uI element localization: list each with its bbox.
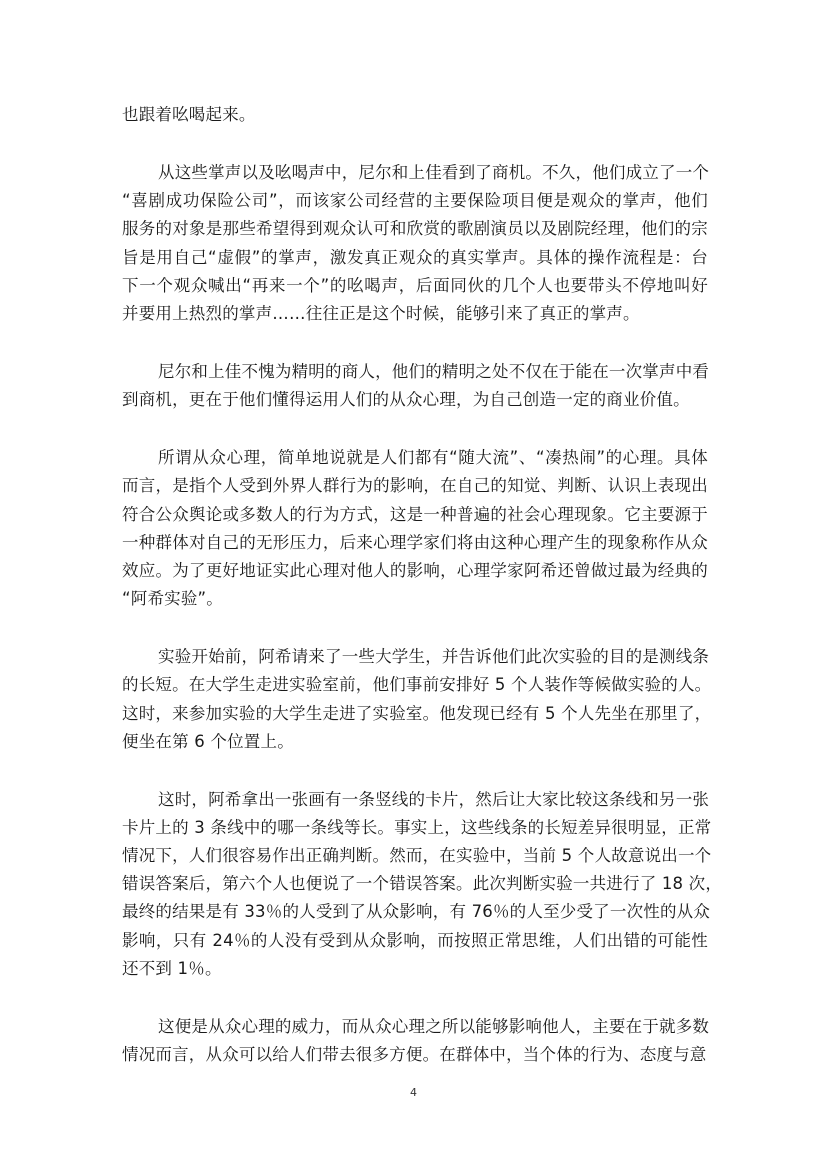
paragraph-line: 的长短。在大学生走进实验室前，他们事前安排好 5 个人装作等候做实验的人。	[122, 675, 712, 695]
paragraph-line: 并要用上热烈的掌声……往往正是这个时候，能够引来了真正的掌声。	[122, 303, 640, 323]
paragraph-line: 下一个观众喊出“再来一个”的吆喝声，后面同伙的几个人也要带头不停地叫好	[122, 275, 708, 295]
paragraph-line: 所谓从众心理，简单地说就是人们都有“随大流”、“凑热闹”的心理。具体	[158, 448, 708, 468]
paragraph-line: 情况下，人们很容易作出正确判断。然而，在实验中，当前 5 个人故意说出一个	[122, 846, 712, 866]
paragraph-line: 最终的结果是有 33％的人受到了从众影响，有 76％的人至少受了一次性的从众	[122, 902, 711, 922]
paragraph-line: 还不到 1％。	[122, 958, 222, 978]
paragraph-line: 旨是用自己“虚假”的掌声，激发真正观众的真实掌声。具体的操作流程是：台	[122, 247, 708, 267]
paragraph-line: 这便是从众心理的威力，而从众心理之所以能够影响他人，主要在于就多数	[158, 1016, 710, 1036]
paragraph-line: 这时，阿希拿出一张画有一条竖线的卡片，然后让大家比较这条线和另一张	[158, 789, 710, 809]
paragraph-line: 服务的对象是那些希望得到观众认可和欣赏的歌剧演员以及剧院经理，他们的宗	[122, 219, 708, 239]
page-number: 4	[410, 1086, 417, 1099]
paragraph-line: 也跟着吆喝起来。	[122, 105, 256, 124]
paragraph-line: 实验开始前，阿希请来了一些大学生，并告诉他们此次实验的目的是测线条	[158, 647, 710, 667]
paragraph-line: 而言，是指个人受到外界人群行为的影响，在自己的知觉、判断、认识上表现出	[122, 476, 708, 496]
paragraph-line: 情况而言，从众可以给人们带去很多方便。在群体中，当个体的行为、态度与意	[122, 1045, 707, 1064]
paragraph-line: 从这些掌声以及吆喝声中，尼尔和上佳看到了商机。不久，他们成立了一个	[158, 163, 710, 183]
paragraph-line: 卡片上的 3 条线中的哪一条线等长。事实上，这些线条的长短差异很明显，正常	[122, 817, 712, 837]
paragraph-line: 一种群体对自己的无形压力，后来心理学家们将由这种心理产生的现象称作从众	[122, 532, 708, 552]
paragraph-line: 错误答案后，第六个人也便说了一个错误答案。此次判断实验一共进行了 18 次，	[122, 874, 723, 894]
paragraph-line: 尼尔和上佳不愧为精明的商人，他们的精明之处不仅在于能在一次掌声中看	[158, 362, 710, 381]
paragraph-line: 影响，只有 24％的人没有受到从众影响，而按照正常思维，人们出错的可能性	[122, 930, 708, 950]
paragraph-line: 效应。为了更好地证实此心理对他人的影响，心理学家阿希还曾做过最为经典的	[122, 560, 708, 580]
paragraph-line: “阿希实验”。	[122, 589, 223, 609]
paragraph-line: 到商机，更在于他们懂得运用人们的从众心理，为自己创造一定的商业价值。	[122, 390, 690, 410]
paragraph-line: 这时，来参加实验的大学生走进了实验室。他发现已经有 5 个人先坐在那里了，	[122, 703, 712, 723]
paragraph-line: “喜剧成功保险公司”，而该家公司经营的主要保险项目便是观众的掌声，他们	[122, 191, 708, 211]
paragraph-line: 符合公众舆论或多数人的行为方式，这是一种普遍的社会心理现象。它主要源于	[122, 504, 708, 524]
paragraph-line: 便坐在第 6 个位置上。	[122, 731, 294, 751]
